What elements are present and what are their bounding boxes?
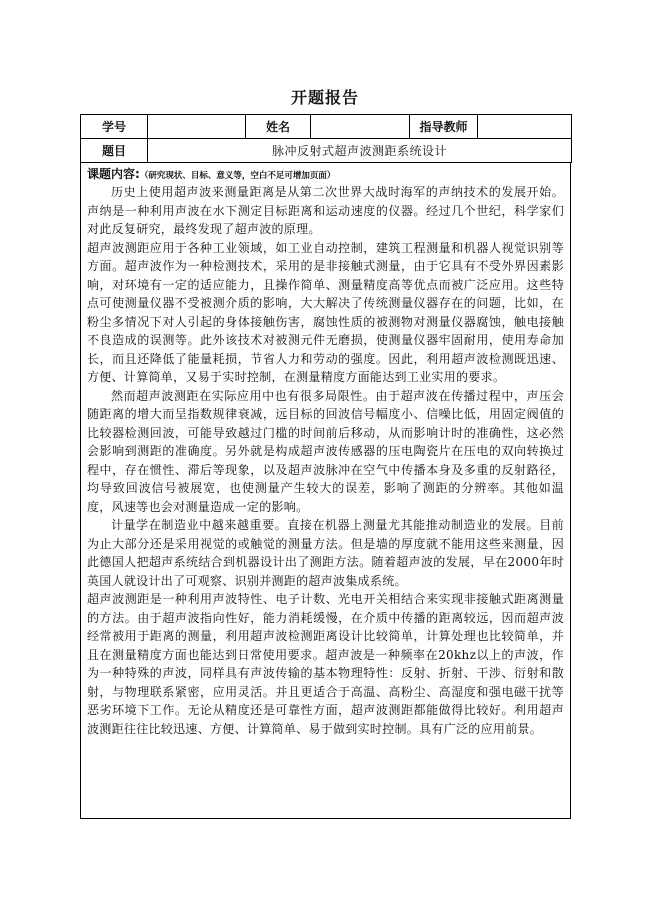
student-id-label: 学号	[81, 115, 148, 139]
advisor-label: 指导教师	[410, 115, 478, 139]
student-id-value[interactable]	[148, 115, 246, 139]
topic-value: 脉冲反射式超声波测距系统设计	[148, 139, 572, 163]
info-table	[80, 114, 572, 163]
paragraph: 超声波测距应用于各种工业领域，如工业自动控制，建筑工程测量和机器人视觉识别等方面。超声波作为一种检测技术，采用的是非接触式测量，由于它具有不受外界因素影响，对环境有一定的适应能力，且操作简单、测量精度高等优点而被广泛应用。这些特点可使测量仪器不受被测介质的影响，大大解决了传统测量仪器存在的问题，比如，在粉尘多情况下对人引起的身体接触伤害，腐蚀性质的被测物对测量仪器腐蚀，触电接触不良造成的误测等。此外该技术对被测元件无磨损，使测量仪器牢固耐用，使用寿命加长，而且还降低了能量耗损，节省人力和劳动的强度。因此，利用超声波检测既迅速、方便、计算简单，又易于实时控制，在测量精度方面能达到工业实用的要求。	[87, 240, 564, 384]
paragraph: 然而超声波测距在实际应用中也有很多局限性。由于超声波在传播过程中，声压会随距离的增大而呈指数规律衰减，远目标的回波信号幅度小、信噪比低，用固定阀值的比较器检测回波，可能导致越过门槛的时间前后移动，从而影响计时的准确性，这必然会影响到测距的准确度。另外就是构成超声波传感器的压电陶瓷片在压电的双向转换过程中，存在惯性、滞后等现象，以及超声波脉冲在空气中传播本身及多重的反射路径，均导致回波信号被展宽，也使测量产生较大的误差，影响了测距的分辨率。其他如温度，风速等也会对测量造成一定的影响。	[87, 388, 564, 514]
paragraph: 计量学在制造业中越来越重要。直接在机器上测量尤其能推动制造业的发展。目前为止大部分还是采用视觉的或触觉的测量方法。但是墙的厚度就不能用这些来测量，因此德国人把超声系统结合到机器设计出了测距方法。随着超声波的发展，早在2000年时英国人就设计出了可观察、识别并测距的超声波集成系统。	[87, 518, 564, 588]
content-note: （研究现状、目标、意义等，空白不足可增加页面）	[139, 171, 336, 181]
advisor-value[interactable]	[478, 115, 572, 139]
page-title: 开题报告	[290, 88, 359, 107]
topic-label: 题目	[81, 139, 148, 163]
content-section	[80, 162, 571, 819]
name-value[interactable]	[311, 115, 410, 139]
name-label: 姓名	[246, 115, 311, 139]
content-label	[87, 165, 570, 182]
info-row	[81, 115, 572, 139]
content-label-text: 课题内容:	[87, 167, 140, 181]
paragraph: 历史上使用超声波来测量距离是从第二次世界大战时海军的声纳技术的发展开始。声纳是一种利用声波在水下测定目标距离和运动速度的仪器。经过几个世纪，科学家们对此反复研究，最终发现了超声波的原理。	[87, 185, 564, 236]
paragraph: 超声波测距是一种利用声波特性、电子计数、光电开关相结合来实现非接触式距离测量的方法。由于超声波指向性好，能力消耗缓慢，在介质中传播的距离较远，因而超声波经常被用于距离的测量，利用超声波检测距离设计比较简单，计算处理也比较简单，并且在测量精度方面也能达到日常使用要求。超声波是一种频率在20khz以上的声波，作为一种特殊的声波，同样具有声波传输的基本物理特性：反射、折射、干涉、衍射和散射，与物理联系紧密，应用灵活。并且更适合于高温、高粉尘、高湿度和强电磁干扰等恶劣环境下工作。无论从精度还是可靠性方面，超声波测距都能做得比较好。利用超声波测距往往比较迅速、方便、计算简单、易于做到实时控制。具有广泛的应用前景。	[87, 592, 564, 736]
topic-row	[81, 139, 572, 163]
